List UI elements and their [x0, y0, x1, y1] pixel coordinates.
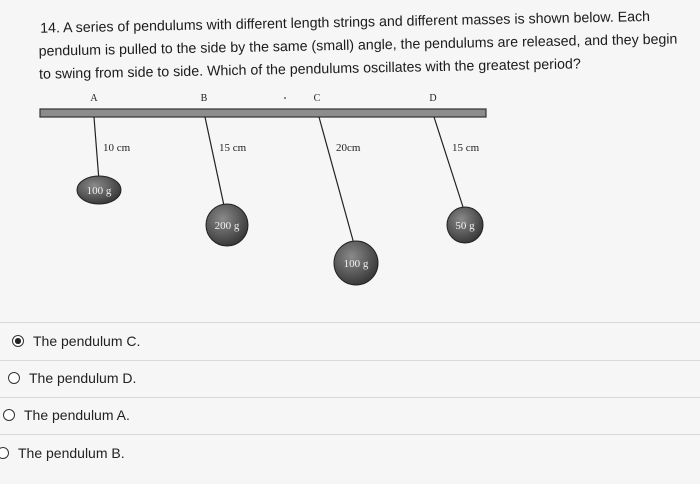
- option-pendulum-d[interactable]: [8, 370, 136, 386]
- length-c: 20cm: [336, 142, 361, 154]
- question-line-1: 14. A series of pendulums with different length strings and different masses is shown below. Each: [40, 8, 651, 37]
- question-line-2: pendulum is pulled to the side by the same (small) angle, the pendulums are released, and they begin: [38, 31, 678, 60]
- option-label: The pendulum B.: [18, 445, 125, 461]
- option-label: The pendulum C.: [33, 333, 141, 349]
- mass-c: 100 g: [343, 258, 369, 270]
- radio-icon[interactable]: [0, 447, 9, 459]
- letter-c: C: [313, 93, 321, 104]
- bob-b: [206, 204, 248, 246]
- letter-d: D: [429, 93, 437, 104]
- string-b: [205, 117, 226, 215]
- option-label: The pendulum D.: [29, 370, 137, 386]
- question-line-3: to swing from side to side. Which of the pendulums oscillates with the greatest period?: [38, 56, 581, 83]
- length-d: 15 cm: [452, 142, 480, 154]
- bob-d: [447, 207, 483, 243]
- bob-a: [77, 176, 121, 204]
- mass-b: 200 g: [214, 220, 240, 232]
- mass-d: 50 g: [455, 220, 475, 232]
- option-pendulum-c[interactable]: [12, 333, 140, 349]
- length-a: 10 cm: [103, 142, 131, 154]
- stray-dot: [284, 97, 286, 99]
- radio-icon[interactable]: [3, 409, 15, 421]
- string-a: [94, 117, 99, 181]
- radio-selected-icon[interactable]: [12, 335, 24, 347]
- option-pendulum-b[interactable]: [0, 445, 125, 461]
- string-d: [434, 117, 463, 207]
- divider-2: [0, 397, 700, 398]
- option-pendulum-a[interactable]: [3, 407, 130, 423]
- letter-b: B: [200, 93, 208, 104]
- option-label: The pendulum A.: [24, 407, 130, 423]
- bob-c: [334, 241, 378, 285]
- mass-a: 100 g: [86, 185, 112, 197]
- radio-icon[interactable]: [8, 372, 20, 384]
- length-b: 15 cm: [219, 142, 247, 154]
- divider-3: [0, 434, 700, 435]
- string-c: [319, 117, 354, 244]
- support-bar: [40, 109, 486, 117]
- divider-1: [0, 360, 700, 361]
- divider-top: [0, 322, 700, 323]
- letter-a: A: [90, 93, 98, 104]
